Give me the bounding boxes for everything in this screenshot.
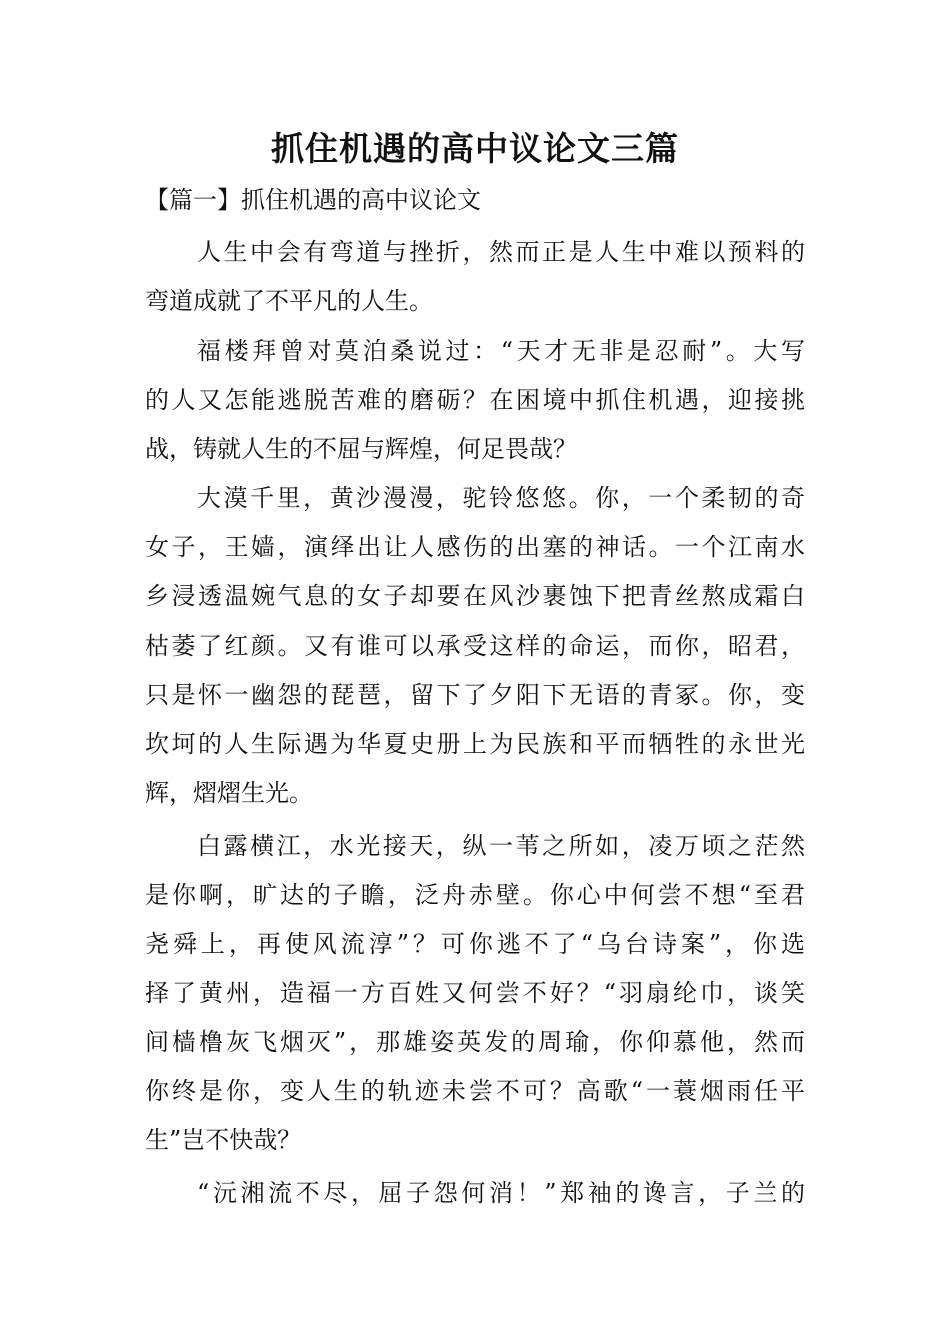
text-line: 辉，熠熠生光。 (145, 779, 313, 807)
text-line: 弯道成就了不平凡的人生。 (145, 287, 433, 315)
text-line: 白露横江，水光接天，纵一苇之所如，凌万顷之茫然 (197, 832, 805, 860)
text-line: 大漠千里，黄沙漫漫，驼铃悠悠。你，一个柔韧的奇 (197, 484, 805, 512)
text-line: “沅湘流不尽，屈子怨何消！”郑袖的谗言，子兰的 (197, 1179, 805, 1207)
text-line: 的人又怎能逃脱苦难的磨砺？在困境中抓住机遇，迎接挑 (145, 386, 805, 414)
text-line: 只是怀一幽怨的琵琶，留下了夕阳下无语的青冢。你，变 (145, 681, 805, 709)
document-title: 抓住机遇的高中议论文三篇 (271, 129, 679, 168)
text-line: 间樯橹灰飞烟灭”，那雄姿英发的周瑜，你仰慕他，然而 (145, 1028, 805, 1056)
text-line: 乡浸透温婉气息的女子却要在风沙裹蚀下把青丝熬成霜白 (145, 582, 805, 610)
section-heading: 【篇一】抓住机遇的高中议论文 (145, 186, 481, 214)
text-line: 是你啊，旷达的子瞻，泛舟赤壁。你心中何尝不想“至君 (145, 881, 805, 909)
text-line: 生”岂不快哉？ (145, 1126, 302, 1154)
text-line: 择了黄州，造福一方百姓又何尝不好？“羽扇纶巾，谈笑 (145, 979, 805, 1007)
text-line: 女子，王嫱，演绎出让人感伤的出塞的神话。一个江南水 (145, 533, 805, 561)
text-line: 战，铸就人生的不屈与辉煌，何足畏哉？ (145, 435, 577, 463)
text-line: 枯萎了红颜。又有谁可以承受这样的命运，而你，昭君， (145, 632, 805, 660)
text-line: 坎坷的人生际遇为华夏史册上为民族和平而牺牲的永世光 (145, 730, 805, 758)
text-line: 人生中会有弯道与挫折，然而正是人生中难以预料的 (197, 238, 805, 266)
text-line: 你终是你，变人生的轨迹未尝不可？高歌“一蓑烟雨任平 (145, 1077, 805, 1105)
text-line: 福楼拜曾对莫泊桑说过：“天才无非是忍耐”。大写 (197, 337, 805, 365)
text-line: 尧舜上，再使风流淳”？可你逃不了“乌台诗案”，你选 (145, 930, 805, 958)
